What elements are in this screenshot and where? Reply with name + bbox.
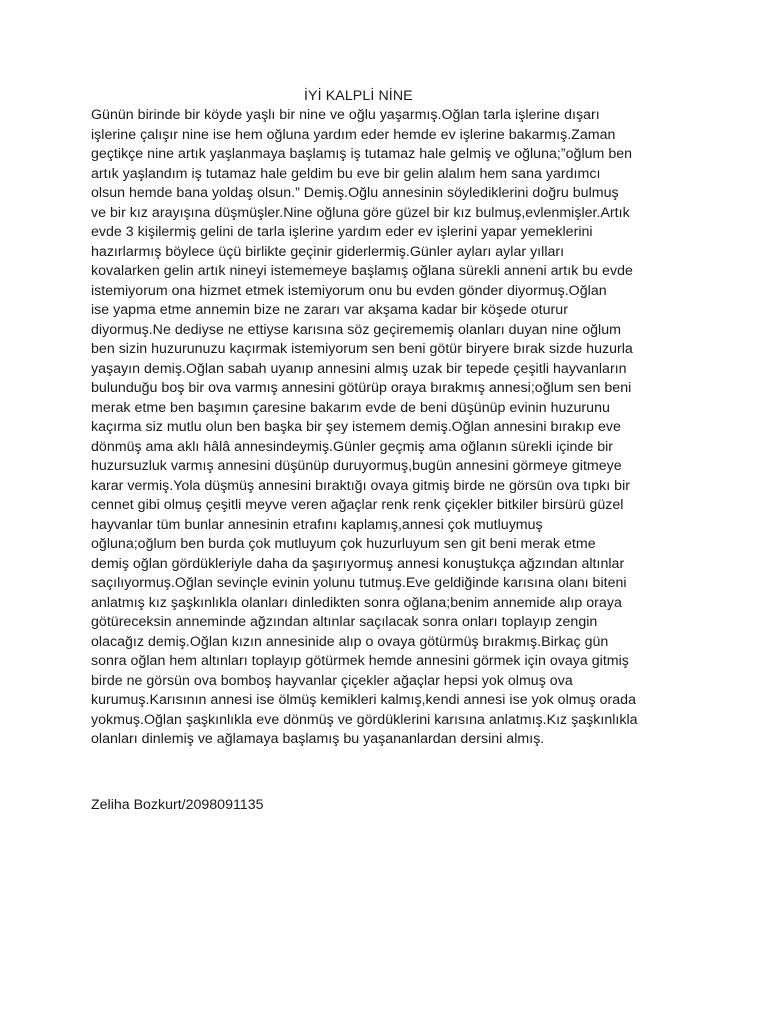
story-line: kaçırma siz mutlu olun ben başka bir şey istemem demiş.Oğlan annesini bırakıp eve <box>91 419 621 435</box>
story-line: anlatmış kız şaşkınlıkla olanları dinledikten sonra oğlana;benim annemide alıp oraya <box>91 594 622 611</box>
story-line: olacağız demiş.Oğlan kızın annesinide alıp o ovaya götürmüş bırakmış.Birkaç gün <box>91 633 609 650</box>
author-signature: Zeliha Bozkurt/2098091135 <box>91 797 264 813</box>
story-line: merak etme ben başımın çaresine bakarım evde de beni düşünüp evinin huzurunu <box>91 399 610 416</box>
story-line: artık yaşlandım iş tutamaz hale geldim bu eve bir gelin alalım hem sana yardımcı <box>91 165 601 182</box>
story-line: geçtikçe nine artık yaşlanmaya başlamış iş tutamaz hale gelmiş ve oğluna;”oğlum ben <box>91 146 633 162</box>
story-line: saçılıyormuş.Oğlan sevinçle evinin yolunu tutmuş.Eve geldiğinde karısına olanı biteni <box>91 575 627 591</box>
story-line: huzursuzluk varmış annesini düşünüp duruyormuş,bugün annesini görmeye gitmeye <box>91 458 622 474</box>
story-line: ben sizin huzurunuzu kaçırmak istemiyorum sen beni götür biryere bırak sizde huzurla <box>91 341 633 357</box>
story-line: olanları dinlemiş ve ağlamaya başlamış bu yaşananlardan dersini almış. <box>91 731 545 747</box>
story-body <box>91 106 691 750</box>
story-line: istemiyorum ona hizmet etmek istemiyorum onu bu evden gönder diyormuş.Oğlan <box>91 282 607 299</box>
story-line: hayvanlar tüm bunlar annesinin etrafını kaplamış,annesi çok mutluymuş <box>91 516 543 533</box>
story-line: kurumuş.Karısının annesi ise ölmüş kemikleri kalmış,kendi annesi ise yok olmuş orada <box>91 692 636 708</box>
story-line: ve bir kız arayışına düşmüşler.Nine oğluna göre güzel bir kız bulmuş,evlenmişler.Artık <box>91 204 630 221</box>
story-line: dönmüş ama aklı hâlâ annesindeymiş.Günler geçmiş ama oğlanın sürekli içinde bir <box>91 438 614 455</box>
story-line: olsun hemde bana yoldaş olsun.” Demiş.Oğlu annesinin söylediklerini doğru bulmuş <box>91 185 619 201</box>
story-line: bulunduğu boş bir ova varmış annesini götürüp oraya bırakmış annesi;oğlum sen beni <box>91 380 632 396</box>
story-line: hazırlarmış böylece üçü birlikte geçinir giderlermiş.Günler ayları aylar yılları <box>91 243 565 260</box>
story-line: karar vermiş.Yola düşmüş annesini bıraktığı ovaya gitmiş birde ne görsün ova tıpkı bir <box>91 477 631 494</box>
story-line: kovalarken gelin artık nineyi istememeye başlamış oğlana sürekli anneni artık bu evde <box>91 263 633 279</box>
story-line: işlerine çalışır nine ise hem oğluna yardım eder hemde ev işlerine bakarmış.Zaman <box>91 126 616 143</box>
story-line: cennet gibi olmuş çeşitli meyve veren ağaçlar renk renk çiçekler bitkiler birsürü güzel <box>91 497 624 513</box>
story-line: götüreceksin anneminde ağzından altınlar saçılacak sonra onları toplayıp zengin <box>91 614 598 630</box>
story-line: demiş oğlan gördükleriyle daha da şaşırıyormuş annesi konuştukça ağzından altınlar <box>91 555 625 572</box>
document-title: İYİ KALPLİ NİNE <box>304 88 413 104</box>
story-line: ise yapma etme annemin bize ne zararı var akşama kadar bir köşede oturur <box>91 302 568 318</box>
story-line: oğluna;oğlum ben burda çok mutluyum çok huzurluyum sen git beni merak etme <box>91 536 596 552</box>
story-line: sonra oğlan hem altınları toplayıp götürmek hemde annesini görmek için ovaya gitmiş <box>91 653 629 669</box>
story-line: Günün birinde bir köyde yaşlı bir nine ve oğlu yaşarmış.Oğlan tarla işlerine dışarı <box>91 107 600 123</box>
story-line: birde ne görsün ova bomboş hayvanlar çiçekler ağaçlar hepsi yok olmuş ova <box>91 672 573 689</box>
story-line: diyormuş.Ne dediyse ne ettiyse karısına söz geçirememiş olanları duyan nine oğlum <box>91 321 621 338</box>
story-line: yokmuş.Oğlan şaşkınlıkla eve dönmüş ve gördüklerini karısına anlatmış.Kız şaşkınlıkla <box>91 711 638 728</box>
story-line: yaşayın demiş.Oğlan sabah uyanıp annesini almış uzak bir tepede çeşitli hayvanların <box>91 360 627 377</box>
story-line: evde 3 kişilermiş gelini de tarla işlerine yardım eder ev işlerini yapar yemeklerini <box>91 224 593 240</box>
